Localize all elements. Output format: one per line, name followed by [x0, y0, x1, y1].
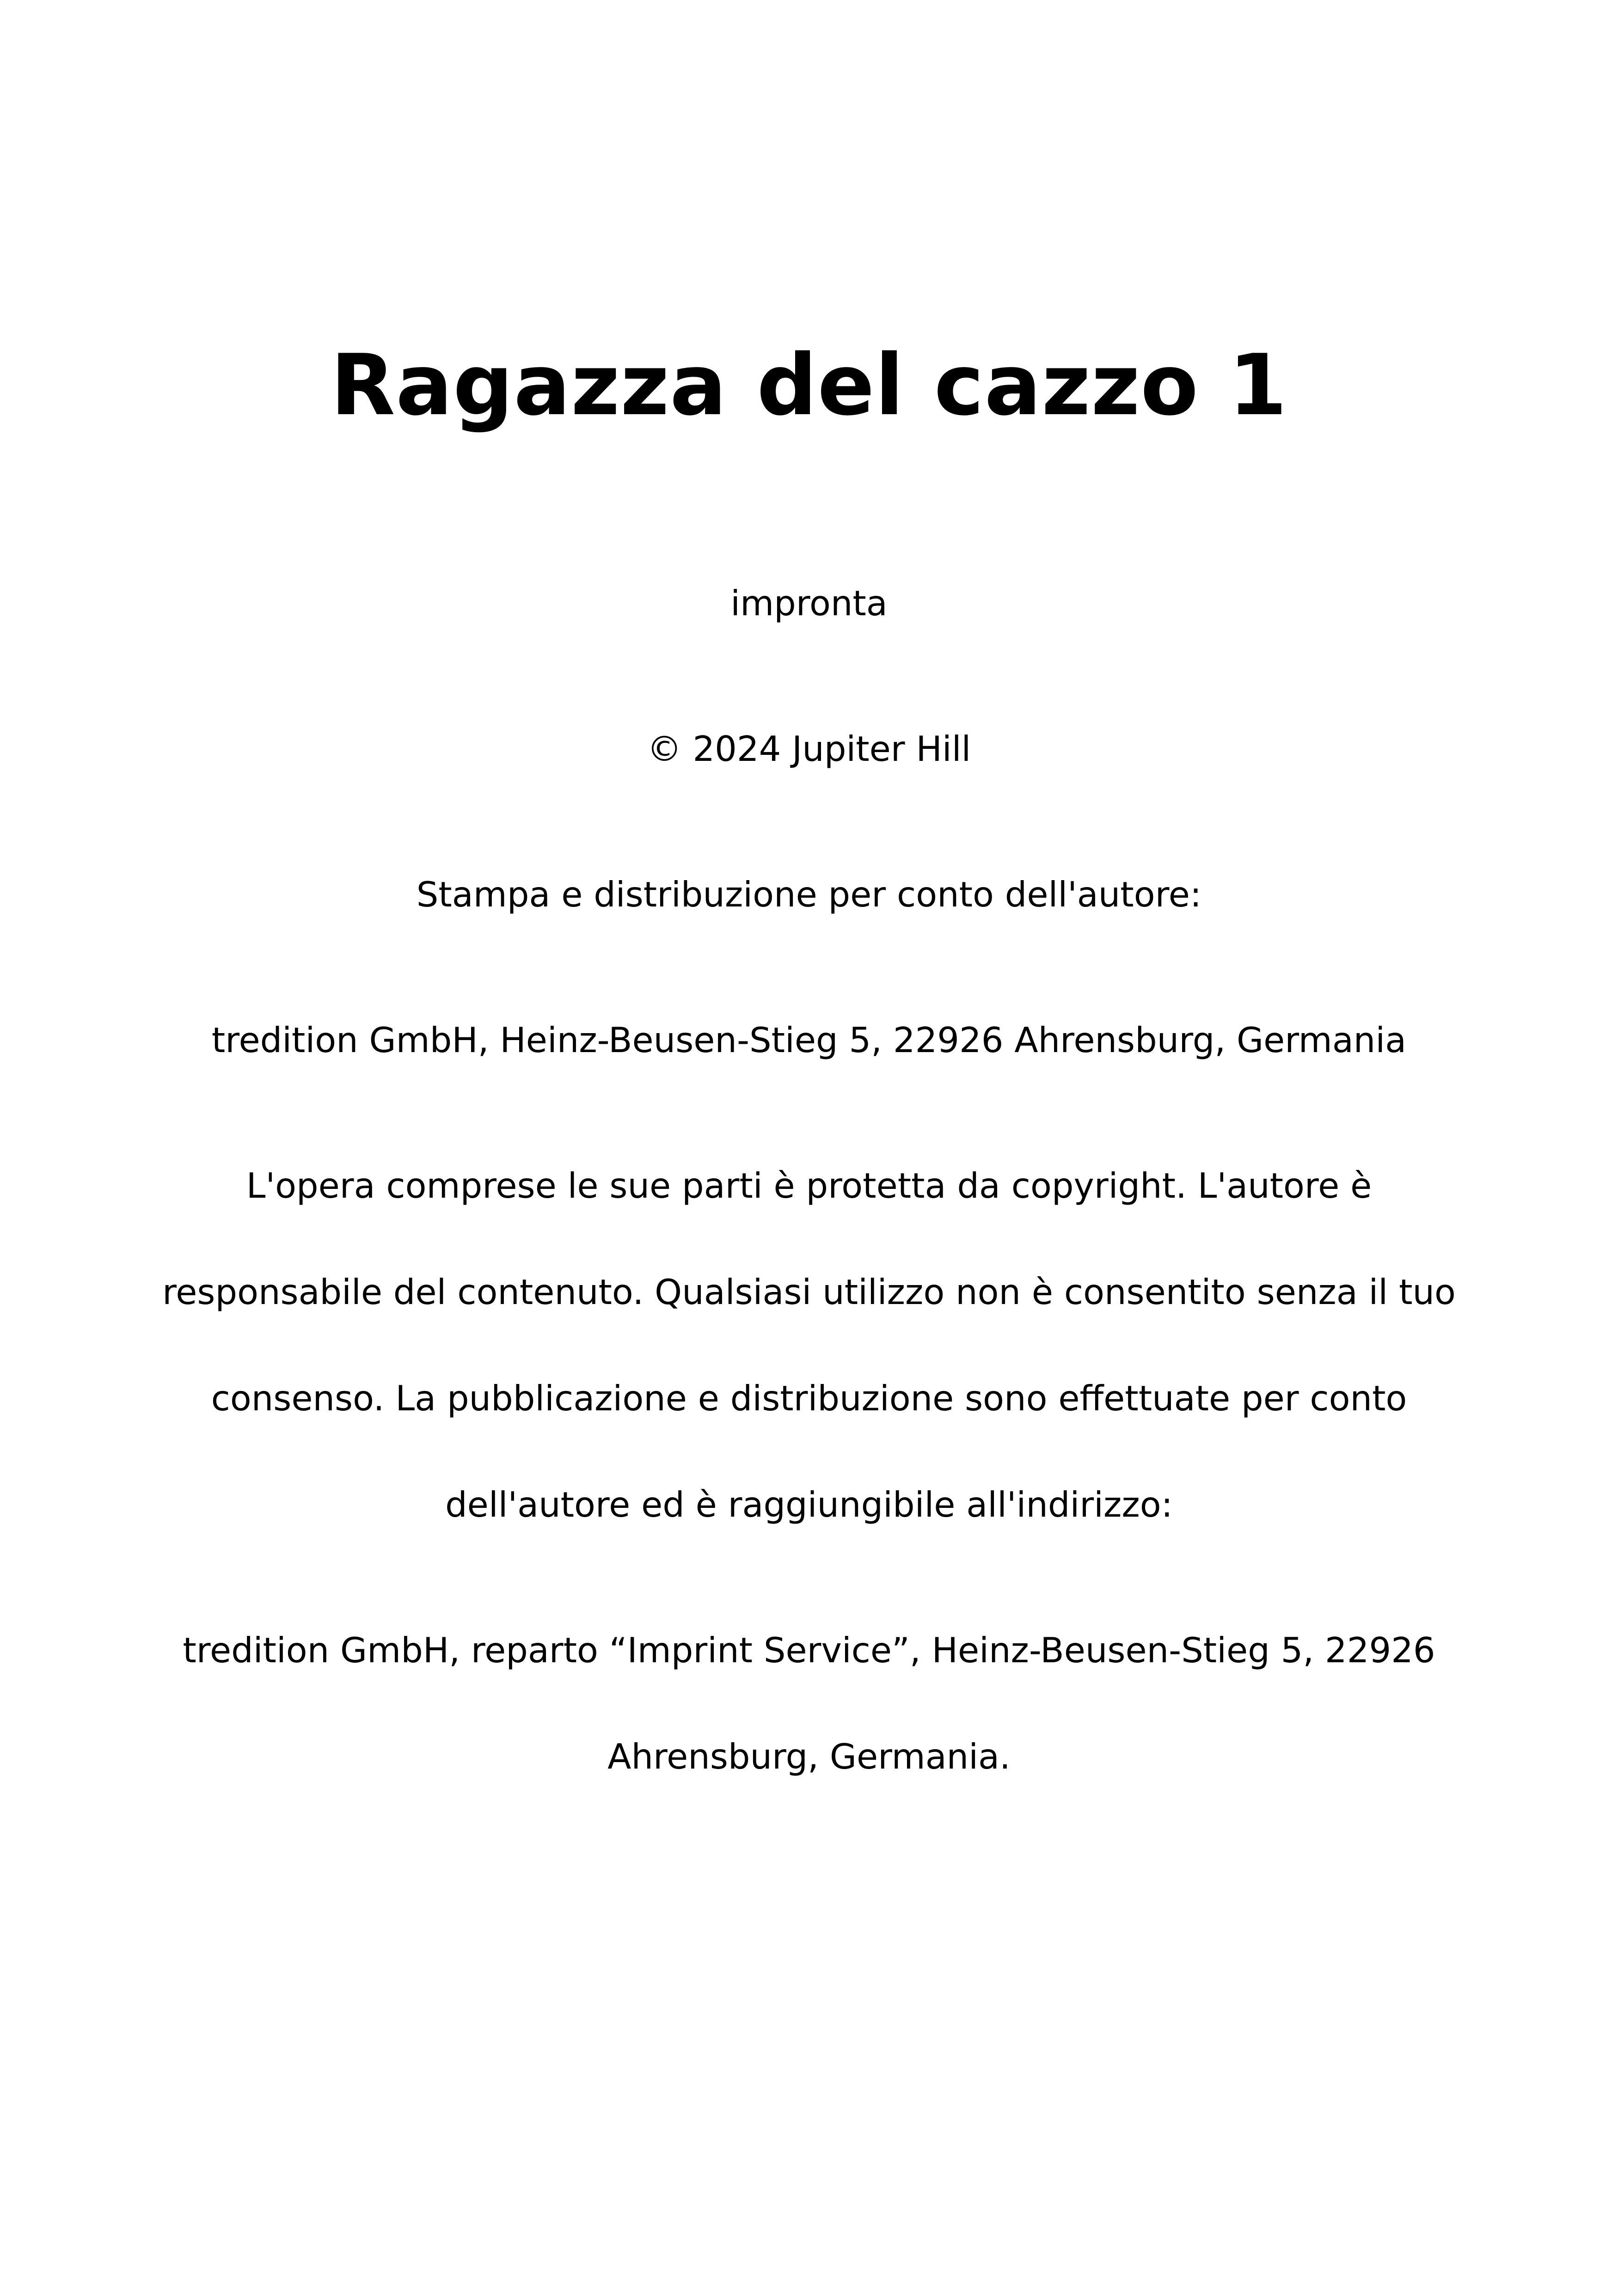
imprint-heading: impronta	[730, 583, 888, 624]
imprint-service-address: tredition GmbH, reparto “Imprint Service”, Heinz-Beusen-Stieg 5, 22926 Ahrensburg, Germania.	[183, 1630, 1435, 1777]
imprint-body	[139, 550, 1479, 1849]
copyright-notice: © 2024 Jupiter Hill	[647, 729, 971, 769]
copyright-statement: L'opera comprese le sue parti è protetta da copyright. L'autore è responsabile del contenuto. Qualsiasi utilizzo non è consentito senza il tuo consenso. La pubblicazione e distribuzione sono effettuate per conto dell'autore ed è raggiungibile all'indirizzo:	[162, 1165, 1456, 1525]
publisher-address: tredition GmbH, Heinz-Beusen-Stieg 5, 22926 Ahrensburg, Germania	[211, 1020, 1407, 1060]
distribution-note: Stampa e distribuzione per conto dell'autore:	[416, 874, 1202, 915]
page-title: Ragazza del cazzo 1	[330, 336, 1288, 434]
